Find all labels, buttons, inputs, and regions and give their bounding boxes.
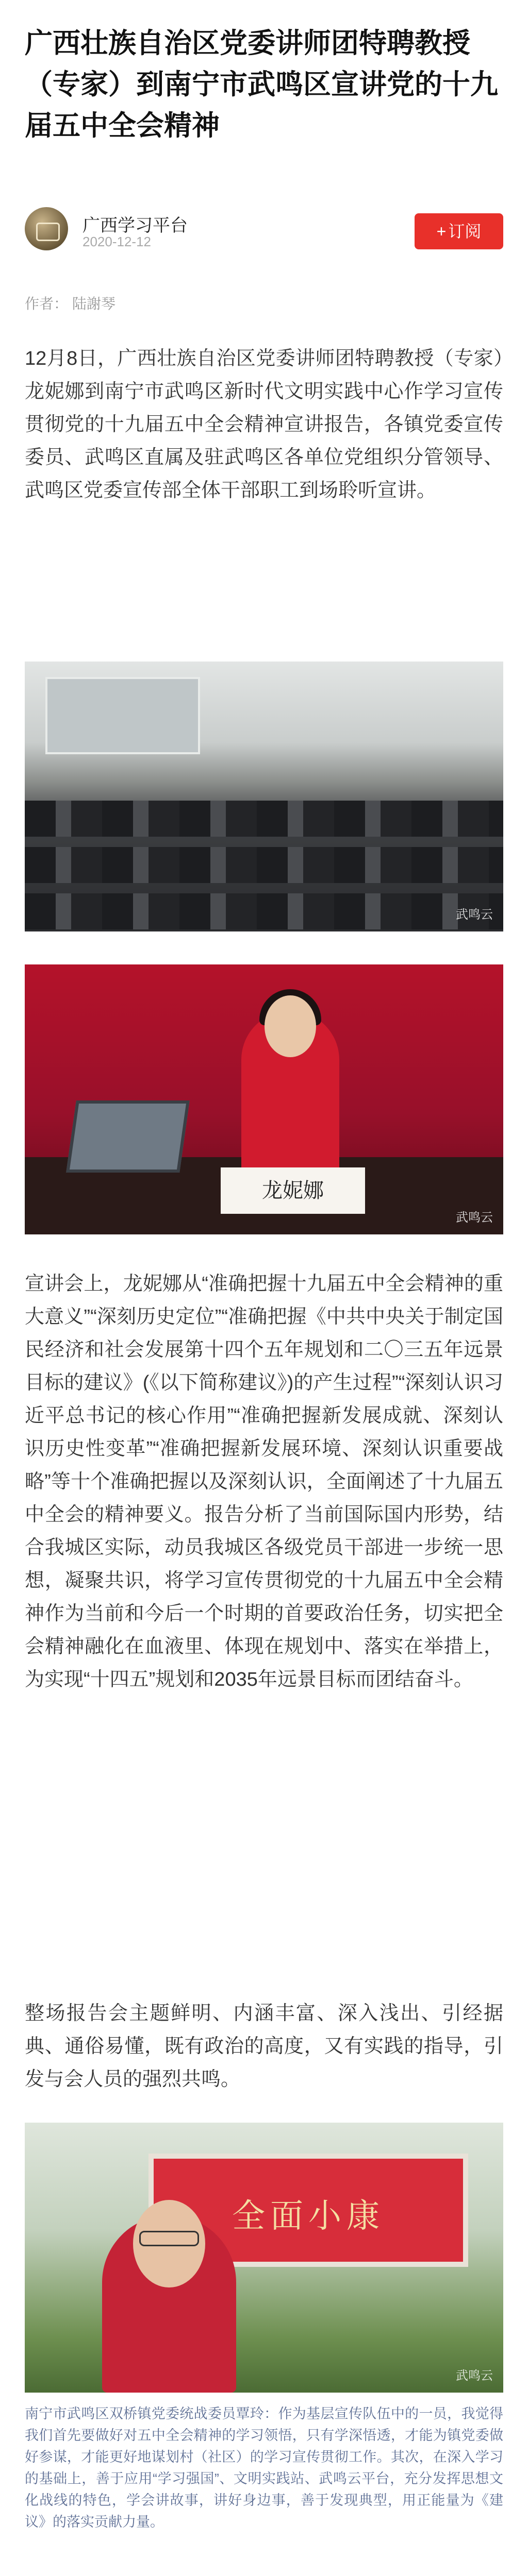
paragraph-intro: 12月8日，广西壮族自治区党委讲师团特聘教授（专家）龙妮娜到南宁市武鸣区新时代文明实践中心作学习宣传贯彻党的十九届五中全会精神宣讲报告，各镇党委宣传委员、武鸣区直属及驻武鸣区各单位党组织分管领导、武鸣区党委宣传部全体干部职工到场聆听宣讲。 [25, 348, 503, 501]
photo-watermark: 武鸣云 [456, 2369, 493, 2383]
photo-speaker [25, 964, 503, 1234]
author-byline [25, 293, 116, 313]
paragraph-summary: 整场报告会主题鲜明、内涵丰富、深入浅出、引经据典、通俗易懂，既有政治的高度，又有实践的指导，引发与会人员的强烈共鸣。 [25, 2003, 503, 2090]
audience-row [25, 847, 503, 883]
photo-watermark: 武鸣云 [456, 908, 493, 922]
laptop [66, 1100, 190, 1173]
subscribe-button[interactable] [415, 213, 503, 249]
audience-row [25, 801, 503, 837]
billboard-text: 全面小康 [232, 2197, 385, 2235]
glasses [139, 2231, 199, 2246]
source-row [25, 203, 503, 252]
speaker-head [265, 995, 316, 1057]
nameplate: 龙妮娜 [221, 1167, 365, 1214]
photo-interviewee-1 [25, 2123, 503, 2393]
photo-caption-1: 南宁市武鸣区双桥镇党委统战委员覃玲：作为基层宣传队伍中的一员，我觉得我们首先要做好对五中全会精神的学习领悟，只有学深悟透，才能为镇党委做好参谋，才能更好地谋划村（社区）的学习宣传贯彻工作。其次，在深入学习的基础上，善于应用“学习强国”、文明实践站、武鸣云平台，充分发挥思想文化战线的特色，学会讲故事，讲好身边事，善于发现典型，用正能量为《建议》的落实贡献力量。 [25, 2406, 503, 2530]
publish-date: 2020-12-12 [82, 234, 151, 249]
author-name: 陆謝琴 [72, 296, 116, 312]
audience-row [25, 893, 503, 929]
author-label: 作者： [25, 296, 69, 312]
photo-audience [25, 662, 503, 931]
article-title: 广西壮族自治区党委讲师团特聘教授（专家）到南宁市武鸣区宣讲党的十九届五中全会精神 [25, 28, 498, 141]
projector-screen [45, 677, 200, 754]
paragraph-report: 宣讲会上，龙妮娜从“准确把握十九届五中全会精神的重大意义”“深刻历史定位”“准确把握《中共中央关于制定国民经济和社会发展第十四个五年规划和二〇三五年远景目标的建议》(《以下简称建议》)的产生过程”“深刻认识习近平总书记的核心作用”“准确把握新发展成就、深刻认识历史性变革”“准确把握新发展环境、深刻认识重要战略”等十个准确把握以及深刻认识，全面阐述了十九届五中全会的精神要义。报告分析了当前国际国内形势，结合我城区实际，动员我城区各级党员干部进一步统一思想，凝聚共识，将学习宣传贯彻党的十九届五中全会精神作为当前和今后一个时期的首要政治任务，切实把全会精神融化在血液里、体现在规划中、落实在举措上，为实现“十四五”规划和2035年远景目标而团结奋斗。 [25, 1273, 503, 1690]
source-name[interactable]: 广西学习平台 [82, 216, 188, 235]
subscribe-label: 订阅 [448, 222, 482, 241]
plus-icon: + [436, 222, 447, 241]
xuexi-platform-avatar-icon[interactable] [25, 207, 68, 250]
photo-watermark: 武鸣云 [456, 1211, 493, 1225]
